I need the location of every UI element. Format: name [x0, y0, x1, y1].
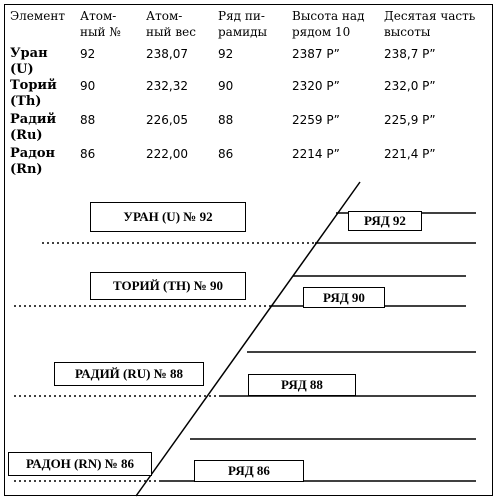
header-pyramid-row: Ряд пи- рамиды: [218, 9, 268, 39]
element-label-thorium: ТОРИЙ (TH) № 90: [90, 272, 246, 300]
cell-height: 2387 Р”: [292, 47, 340, 61]
cell-row: 86: [218, 147, 234, 161]
cell-row: 92: [218, 47, 234, 61]
cell-row: 88: [218, 113, 234, 127]
header-tenth-height: Десятая часть высоты: [384, 9, 476, 39]
cell-weight: 238,07: [146, 47, 188, 61]
cell-tenth: 221,4 Р”: [384, 147, 436, 161]
header-height-above-row10: Высота над рядом 10: [292, 9, 365, 39]
element-label-radium: РАДИЙ (RU) № 88: [54, 362, 204, 386]
cell-weight: 222,00: [146, 147, 188, 161]
row-label-88: РЯД 88: [248, 374, 356, 396]
cell-element: Торий (Th): [10, 78, 57, 109]
cell-number: 92: [80, 47, 96, 61]
cell-weight: 226,05: [146, 113, 188, 127]
header-atomic-weight: Атом- ный вес: [146, 9, 196, 39]
cell-height: 2214 Р”: [292, 147, 340, 161]
cell-element: Радий (Ru): [10, 112, 57, 143]
cell-row: 90: [218, 79, 234, 93]
cell-number: 90: [80, 79, 96, 93]
cell-element: Уран (U): [10, 46, 48, 77]
row-label-86: РЯД 86: [194, 460, 304, 482]
element-label-radon: РАДОН (RN) № 86: [8, 452, 152, 476]
cell-height: 2320 Р”: [292, 79, 340, 93]
cell-tenth: 238,7 Р”: [384, 47, 436, 61]
cell-weight: 232,32: [146, 79, 188, 93]
header-atomic-number: Атом- ный №: [80, 9, 121, 39]
cell-tenth: 232,0 Р”: [384, 79, 436, 93]
row-label-92: РЯД 92: [348, 211, 422, 231]
element-label-uranium: УРАН (U) № 92: [90, 202, 246, 232]
cell-tenth: 225,9 Р”: [384, 113, 436, 127]
cell-number: 88: [80, 113, 96, 127]
cell-number: 86: [80, 147, 96, 161]
cell-element: Радон (Rn): [10, 146, 56, 177]
cell-height: 2259 Р”: [292, 113, 340, 127]
row-label-90: РЯД 90: [303, 287, 385, 308]
header-element: Элемент: [10, 9, 65, 23]
